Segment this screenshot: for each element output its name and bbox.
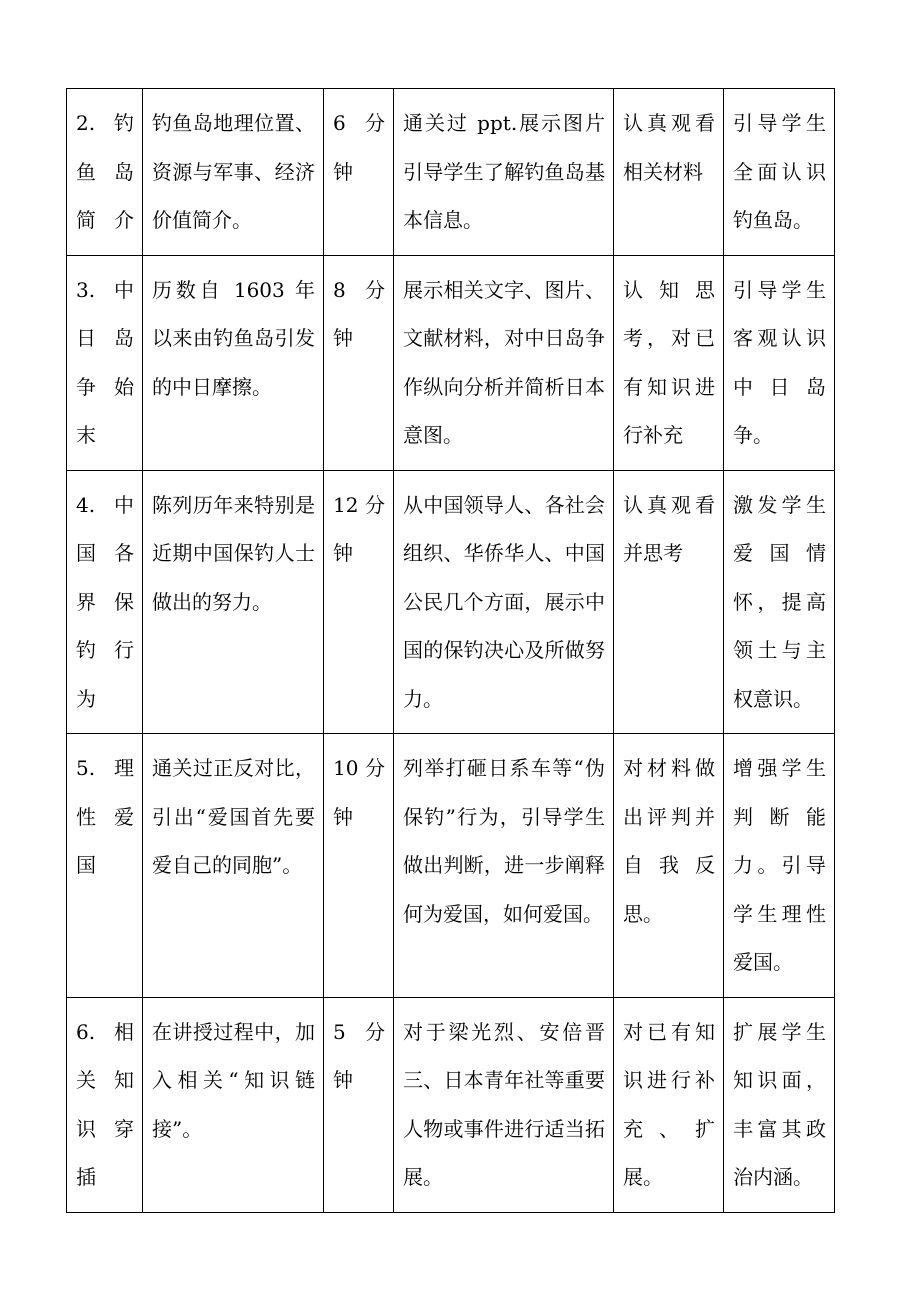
table-row bbox=[67, 255, 835, 470]
teacher-activity-cell: 展示相关文字、图片、文献材料，对中日岛争作纵向分析并简析日本意图。 bbox=[394, 255, 614, 470]
table-row bbox=[67, 997, 835, 1212]
table-row bbox=[67, 734, 835, 998]
teacher-activity-cell: 对于梁光烈、安倍晋三、日本青年社等重要人物或事件进行适当拓展。 bbox=[394, 997, 614, 1212]
purpose-cell: 引导学生客观认识中日岛争。 bbox=[724, 255, 835, 470]
section-cell: 5.理性爱国 bbox=[67, 734, 143, 998]
section-cell: 4.中国各界保钓行为 bbox=[67, 470, 143, 734]
content-cell: 通关过正反对比，引出“爱国首先要爱自己的同胞”。 bbox=[143, 734, 324, 998]
content-cell: 钓鱼岛地理位置、资源与军事、经济价值简介。 bbox=[143, 89, 324, 256]
duration-cell: 12 分钟 bbox=[324, 470, 394, 734]
student-activity-cell: 认知思考，对已有知识进行补充 bbox=[614, 255, 724, 470]
student-activity-cell: 对材料做出评判并自我反思。 bbox=[614, 734, 724, 998]
duration-cell: 10 分钟 bbox=[324, 734, 394, 998]
duration-cell: 5 分钟 bbox=[324, 997, 394, 1212]
student-activity-cell: 认真观看并思考 bbox=[614, 470, 724, 734]
purpose-cell: 增强学生判断能力。引导学生理性爱国。 bbox=[724, 734, 835, 998]
purpose-cell: 激发学生爱国情怀，提高领土与主权意识。 bbox=[724, 470, 835, 734]
student-activity-cell: 认真观看相关材料 bbox=[614, 89, 724, 256]
table-row bbox=[67, 89, 835, 256]
section-cell: 2.钓鱼岛简介 bbox=[67, 89, 143, 256]
teacher-activity-cell: 从中国领导人、各社会组织、华侨华人、中国公民几个方面，展示中国的保钓决心及所做努力。 bbox=[394, 470, 614, 734]
section-cell: 3.中日岛争始末 bbox=[67, 255, 143, 470]
content-cell: 历数自 1603 年以来由钓鱼岛引发的中日摩擦。 bbox=[143, 255, 324, 470]
student-activity-cell: 对已有知识进行补充、扩展。 bbox=[614, 997, 724, 1212]
duration-cell: 8 分钟 bbox=[324, 255, 394, 470]
duration-cell: 6 分钟 bbox=[324, 89, 394, 256]
teacher-activity-cell: 通关过 ppt.展示图片引导学生了解钓鱼岛基本信息。 bbox=[394, 89, 614, 256]
purpose-cell: 扩展学生知识面，丰富其政治内涵。 bbox=[724, 997, 835, 1212]
content-cell: 在讲授过程中，加入相关“知识链接”。 bbox=[143, 997, 324, 1212]
content-cell: 陈列历年来特别是近期中国保钓人士做出的努力。 bbox=[143, 470, 324, 734]
teacher-activity-cell: 列举打砸日系车等“伪保钓”行为，引导学生做出判断，进一步阐释何为爱国，如何爱国。 bbox=[394, 734, 614, 998]
table-row bbox=[67, 470, 835, 734]
lesson-plan-table bbox=[66, 88, 835, 1213]
purpose-cell: 引导学生全面认识钓鱼岛。 bbox=[724, 89, 835, 256]
section-cell: 6.相关知识穿插 bbox=[67, 997, 143, 1212]
